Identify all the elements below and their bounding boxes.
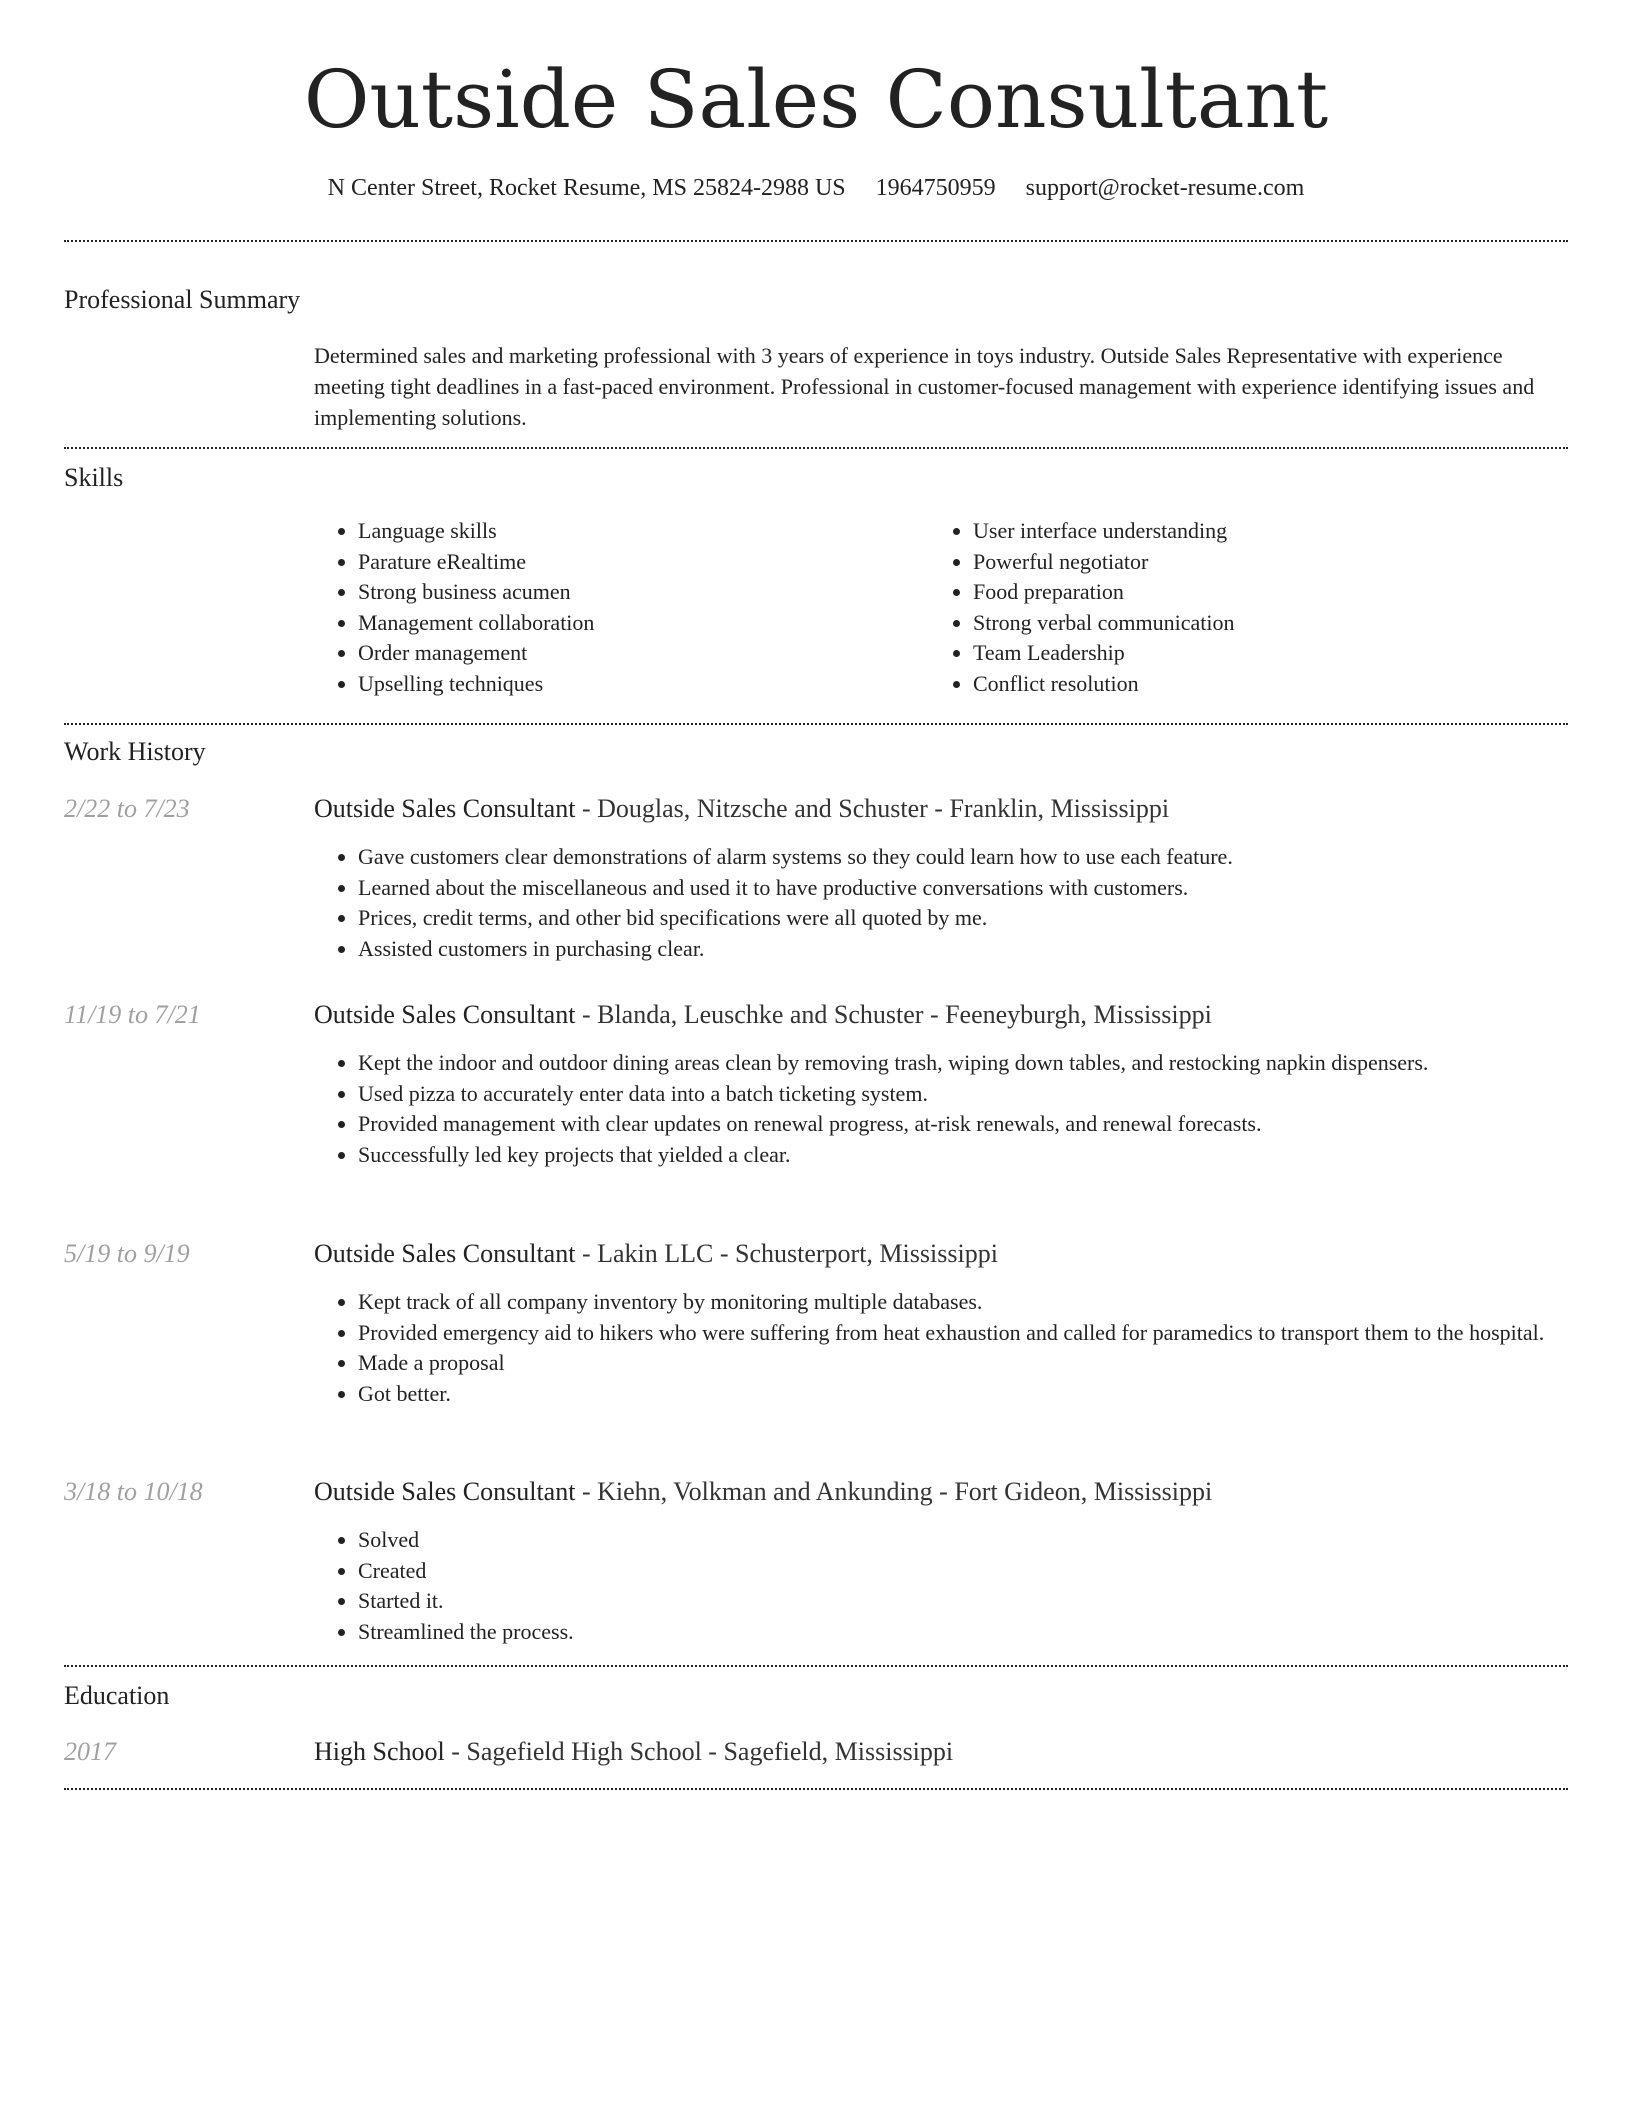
job-bullet: • Used pizza to accurately enter data into a batch ticketing system. [358,1079,1612,1110]
job-dates: 11/19 to 7/21 [64,1000,201,1029]
divider [64,723,1568,725]
job-title [314,1236,998,1272]
job-title [314,997,1212,1033]
divider [64,447,1568,449]
job-bullet: • Started it. [358,1586,1612,1617]
skills-list-right [929,516,1573,699]
job-bullet: • Kept track of all company inventory by monitoring multiple databases. [358,1287,1612,1318]
job-role: Outside Sales Consultant [314,1239,576,1268]
contact-phone: 1964750959 [875,175,996,201]
education-date: 2017 [64,1737,116,1766]
resume-name-heading: Outside Sales Consultant [303,53,1329,146]
divider [64,1665,1568,1667]
skill-item: • Team Leadership [973,638,1573,669]
skill-item: • Strong verbal communication [973,608,1573,639]
job-title [314,1474,1212,1510]
skill-item: • Order management [358,638,918,669]
skill-item: • Parature eRealtime [358,547,918,578]
skill-item: • Upselling techniques [358,669,918,700]
job-bullet: • Provided management with clear updates on renewal progress, at-risk renewals, and renewal forecasts. [358,1109,1612,1140]
job-role: Outside Sales Consultant [314,794,576,823]
job-dates: 5/19 to 9/19 [64,1239,190,1268]
job-bullets [314,1525,1612,1647]
job-employer: - Kiehn, Volkman and Ankunding - Fort Gideon, Mississippi [575,1477,1213,1506]
job-bullet: • Made a proposal [358,1348,1612,1379]
section-title-work: Work History [64,737,206,766]
job-bullet: • Solved [358,1525,1612,1556]
job-bullet: • Learned about the miscellaneous and used it to have productive conversations with customers. [358,873,1612,904]
job-title [314,791,1169,827]
skill-item: • Conflict resolution [973,669,1573,700]
job-role: Outside Sales Consultant [314,1000,576,1029]
job-bullet: • Got better. [358,1379,1612,1410]
job-dates: 2/22 to 7/23 [64,794,190,823]
job-bullet: • Assisted customers in purchasing clear. [358,934,1612,965]
job-bullet: • Successfully led key projects that yielded a clear. [358,1140,1612,1171]
job-bullet: • Streamlined the process. [358,1617,1612,1648]
skill-item: • Strong business acumen [358,577,918,608]
section-title-education: Education [64,1681,170,1710]
job-bullet: • Gave customers clear demonstrations of alarm systems so they could learn how to use each feature. [358,842,1612,873]
education-degree: High School [314,1737,445,1766]
job-bullets [314,842,1612,964]
job-bullets [314,1287,1612,1409]
divider [64,1788,1568,1790]
divider [64,240,1568,242]
education-title [314,1734,953,1770]
contact-address: N Center Street, Rocket Resume, MS 25824-2988 US [327,175,846,201]
contact-email: support@rocket-resume.com [1025,175,1305,201]
skill-item: • Powerful negotiator [973,547,1573,578]
job-bullets [314,1048,1612,1170]
education-school: - Sagefield High School - Sagefield, Mississippi [444,1737,954,1766]
skill-item: • Management collaboration [358,608,918,639]
job-role: Outside Sales Consultant [314,1477,576,1506]
job-employer: - Lakin LLC - Schusterport, Mississippi [575,1239,998,1268]
skills-list-left [314,516,918,699]
job-employer: - Douglas, Nitzsche and Schuster - Franklin, Mississippi [575,794,1170,823]
job-bullet: • Created [358,1556,1612,1587]
skill-item: • Language skills [358,516,918,547]
contact-line [0,170,1632,206]
skill-item: • Food preparation [973,577,1573,608]
section-title-summary: Professional Summary [64,285,301,314]
job-dates: 3/18 to 10/18 [64,1477,203,1506]
job-bullet: • Kept the indoor and outdoor dining areas clean by removing trash, wiping down tables, and restocking napkin dispensers. [358,1048,1612,1079]
job-bullet: • Provided emergency aid to hikers who were suffering from heat exhaustion and called for paramedics to transport them to the hospital. [358,1318,1612,1349]
job-bullet: • Prices, credit terms, and other bid specifications were all quoted by me. [358,903,1612,934]
job-employer: - Blanda, Leuschke and Schuster - Feeneyburgh, Mississippi [575,1000,1212,1029]
section-title-skills: Skills [64,463,124,492]
summary-text: Determined sales and marketing professional with 3 years of experience in toys industry. Outside Sales Representative with experience meeting tight deadlines in a fast-paced environment. Professional in customer-focused management with experience identifying issues and implementing solutions. [314,343,1535,430]
skill-item: • User interface understanding [973,516,1573,547]
